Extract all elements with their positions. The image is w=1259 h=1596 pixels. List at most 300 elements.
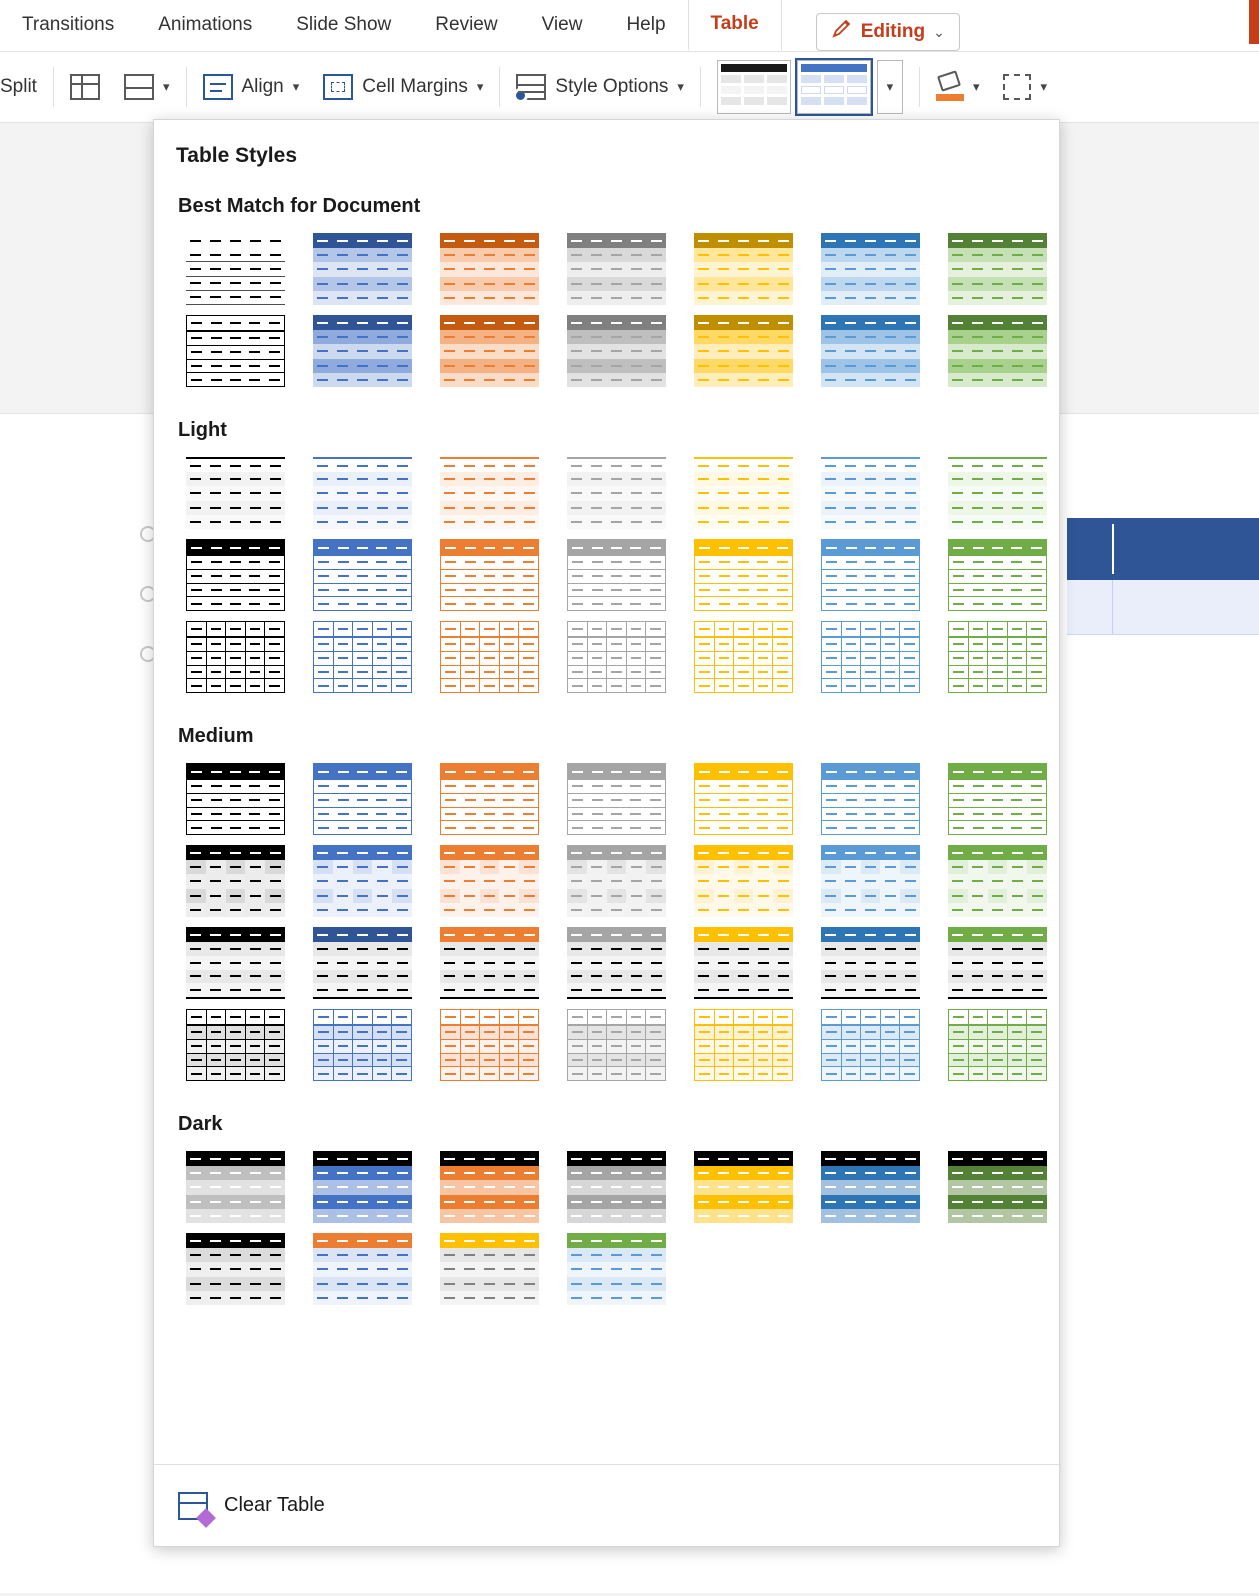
thumb-cell	[626, 983, 646, 997]
table-style-option[interactable]	[426, 1004, 553, 1086]
table-style-thumbnail[interactable]	[694, 763, 793, 835]
table-style-thumbnail[interactable]	[567, 315, 666, 387]
table-style-option[interactable]	[680, 310, 807, 392]
table-style-option[interactable]	[172, 758, 299, 840]
table-style-option[interactable]	[299, 758, 426, 840]
table-style-thumbnail[interactable]	[948, 1009, 1047, 1081]
thumb-cell	[841, 515, 861, 529]
thumb-cell	[821, 845, 841, 860]
table-style-option[interactable]	[426, 922, 553, 1004]
thumb-cell	[333, 942, 353, 956]
thumb-cell	[333, 821, 352, 834]
table-style-thumbnail[interactable]	[694, 539, 793, 611]
thumb-cell	[225, 679, 245, 692]
table-style-thumbnail[interactable]	[440, 1151, 539, 1223]
table-style-thumbnail[interactable]	[567, 1233, 666, 1305]
thumb-cell	[753, 666, 773, 679]
thumb-cell	[968, 556, 987, 569]
table-style-option[interactable]	[680, 228, 807, 310]
clear-table-button[interactable]	[154, 1464, 1059, 1546]
thumb-row	[186, 501, 285, 515]
thumb-cell	[714, 1209, 734, 1223]
thumb-cell	[265, 360, 284, 373]
thumb-cell	[372, 584, 391, 597]
thumb-cell	[607, 262, 627, 276]
thumb-cell	[1007, 845, 1027, 860]
thumb-cell	[626, 515, 646, 529]
table-style-thumbnail[interactable]	[186, 845, 285, 917]
thumb-row	[187, 651, 284, 665]
thumb-cell	[646, 472, 666, 486]
table-styles-gallery[interactable]	[153, 119, 1060, 1547]
table-style-thumbnail[interactable]	[567, 621, 666, 693]
table-style-option[interactable]	[426, 534, 553, 616]
table-style-thumbnail[interactable]	[694, 315, 793, 387]
thumb-cell	[372, 874, 392, 888]
thumb-cell	[313, 1151, 333, 1166]
thumb-cell	[587, 486, 607, 500]
gallery-more-chevron-icon[interactable]: ▾	[877, 60, 903, 114]
table-style-option[interactable]	[807, 840, 934, 922]
tab-animations[interactable]: Animations	[158, 14, 253, 35]
table-style-option[interactable]	[680, 1146, 807, 1228]
table-style-option[interactable]	[299, 1146, 426, 1228]
table-style-option[interactable]	[299, 452, 426, 534]
table-style-thumbnail[interactable]	[694, 233, 793, 305]
table-style-option[interactable]	[299, 310, 426, 392]
table-style-thumbnail[interactable]	[948, 315, 1047, 387]
shading-button[interactable]	[924, 61, 992, 113]
thumb-cell	[372, 1195, 392, 1209]
table-style-thumbnail-dark[interactable]	[717, 60, 791, 114]
tab-slide-show[interactable]: Slide Show	[296, 14, 392, 35]
table-style-thumbnail[interactable]	[440, 457, 539, 529]
table-style-thumbnail[interactable]	[948, 457, 1047, 529]
table-style-thumbnail[interactable]	[440, 845, 539, 917]
table-style-option[interactable]	[553, 534, 680, 616]
thumb-row	[186, 1291, 285, 1305]
thumb-cell	[773, 584, 792, 597]
table-style-thumbnail[interactable]	[186, 315, 285, 387]
table-style-option[interactable]	[426, 1146, 553, 1228]
thumb-body	[187, 779, 284, 834]
table-style-thumbnail[interactable]	[694, 1009, 793, 1081]
thumb-cell	[440, 248, 460, 262]
thumb-cell	[968, 652, 988, 665]
table-style-thumbnail[interactable]	[821, 233, 920, 305]
thumb-cell	[773, 515, 793, 529]
table-style-thumbnail[interactable]	[821, 621, 920, 693]
table-style-option[interactable]	[299, 1228, 426, 1310]
table-style-option[interactable]	[553, 616, 680, 698]
thumb-cell	[206, 373, 225, 386]
table-style-option[interactable]	[299, 534, 426, 616]
tab-table[interactable]: Table	[688, 0, 782, 51]
thumb-cell	[968, 501, 988, 515]
table-style-option[interactable]	[172, 922, 299, 1004]
thumb-header-row	[440, 1233, 539, 1248]
table-style-thumbnail[interactable]	[313, 763, 412, 835]
table-style-thumbnail[interactable]	[186, 1009, 285, 1081]
thumb-cell	[1007, 1054, 1027, 1067]
table-style-option[interactable]	[807, 1004, 934, 1086]
thumb-row	[821, 1180, 920, 1194]
thumb-cell	[1007, 942, 1027, 956]
thumb-cell	[753, 808, 772, 821]
thumb-cell	[1007, 262, 1027, 276]
table-style-thumbnail[interactable]	[567, 539, 666, 611]
table-style-thumbnail[interactable]	[567, 763, 666, 835]
thumb-body	[313, 472, 412, 529]
thumb-header-row	[948, 233, 1047, 248]
thumb-cell	[372, 652, 392, 665]
thumb-cell	[480, 344, 500, 358]
style-options-button[interactable]	[504, 61, 696, 113]
table-style-thumbnail[interactable]	[313, 845, 412, 917]
thumb-cell	[480, 1262, 500, 1276]
gallery-style-row	[154, 1228, 1059, 1310]
table-style-thumbnail[interactable]	[694, 927, 793, 999]
table-style-option[interactable]	[680, 758, 807, 840]
thumb-row	[694, 501, 793, 515]
table-style-thumbnail[interactable]	[567, 457, 666, 529]
table-style-thumbnail[interactable]	[821, 1009, 920, 1081]
table-style-thumbnail[interactable]	[948, 845, 1047, 917]
table-style-thumbnail-blue-selected[interactable]	[797, 60, 871, 114]
table-style-option[interactable]	[553, 758, 680, 840]
thumb-cell	[968, 1151, 988, 1166]
table-style-option[interactable]	[553, 1146, 680, 1228]
thumb-cell	[353, 291, 373, 305]
table-style-thumbnail[interactable]	[567, 233, 666, 305]
thumb-cell	[352, 666, 372, 679]
table-style-thumbnail[interactable]	[567, 845, 666, 917]
table-style-option[interactable]	[172, 1228, 299, 1310]
thumb-cell	[587, 679, 607, 692]
table-style-option[interactable]	[426, 452, 553, 534]
thumb-cell	[626, 889, 646, 903]
table-style-thumbnail[interactable]	[567, 927, 666, 999]
table-style-option[interactable]	[807, 922, 934, 1004]
table-style-option[interactable]	[172, 1146, 299, 1228]
thumb-cell	[988, 248, 1008, 262]
tab-review[interactable]: Review	[435, 14, 498, 35]
thumb-cell	[968, 277, 988, 291]
table-style-option[interactable]	[426, 616, 553, 698]
table-style-thumbnail[interactable]	[567, 1009, 666, 1081]
table-style-thumbnail[interactable]	[694, 845, 793, 917]
table-style-thumbnail[interactable]	[313, 1233, 412, 1305]
table-style-option[interactable]	[680, 1004, 807, 1086]
thumb-cell	[499, 344, 519, 358]
table-style-thumbnail[interactable]	[313, 457, 412, 529]
thumb-cell	[645, 1026, 665, 1039]
thumb-row	[821, 248, 920, 262]
table-style-thumbnail[interactable]	[186, 539, 285, 611]
thumb-cell	[988, 1195, 1008, 1209]
table-style-option[interactable]	[299, 922, 426, 1004]
thumb-cell	[333, 794, 352, 807]
table-style-option[interactable]	[680, 452, 807, 534]
table-style-option[interactable]	[172, 534, 299, 616]
table-style-thumbnail[interactable]	[186, 1151, 285, 1223]
table-style-thumbnail[interactable]	[821, 763, 920, 835]
table-style-thumbnail[interactable]	[313, 315, 412, 387]
table-style-thumbnail[interactable]	[821, 315, 920, 387]
table-style-thumbnail[interactable]	[821, 845, 920, 917]
editing-button[interactable]	[816, 13, 960, 51]
thumb-cell	[313, 248, 333, 262]
table-style-option[interactable]	[934, 1004, 1060, 1086]
thumb-cell	[734, 860, 754, 874]
table-style-thumbnail[interactable]	[313, 233, 412, 305]
merge-cells-button[interactable]	[112, 61, 182, 113]
table-style-thumbnail[interactable]	[313, 621, 412, 693]
table-style-option[interactable]	[807, 228, 934, 310]
thumb-cell	[607, 1291, 627, 1305]
table-style-thumbnail[interactable]	[440, 763, 539, 835]
thumb-header-row	[186, 1233, 285, 1248]
table-style-thumbnail[interactable]	[440, 233, 539, 305]
thumb-cell	[968, 1010, 988, 1024]
table-style-option[interactable]	[426, 228, 553, 310]
thumb-cell	[226, 277, 246, 290]
split-cells-button[interactable]	[0, 61, 49, 113]
thumb-cell	[1007, 597, 1026, 610]
table-style-option[interactable]	[426, 1228, 553, 1310]
thumb-cell	[714, 515, 734, 529]
thumb-body	[186, 1248, 285, 1305]
table-style-thumbnail[interactable]	[186, 763, 285, 835]
table-style-option[interactable]	[299, 228, 426, 310]
thumb-row	[441, 665, 538, 679]
table-style-thumbnail[interactable]	[186, 457, 285, 529]
thumb-cell	[773, 1180, 793, 1194]
thumb-cell	[880, 556, 899, 569]
borders-button[interactable]	[991, 61, 1059, 113]
table-style-option[interactable]	[553, 1228, 680, 1310]
align-button[interactable]	[191, 61, 312, 113]
table-style-option[interactable]	[807, 616, 934, 698]
table-style-option[interactable]	[172, 310, 299, 392]
table-style-thumbnail[interactable]	[821, 1151, 920, 1223]
thumb-cell	[187, 666, 206, 679]
cell-margins-button[interactable]	[311, 61, 495, 113]
thumb-cell	[880, 570, 899, 583]
thumb-cell	[206, 1209, 226, 1223]
table-style-option[interactable]	[934, 758, 1060, 840]
table-style-thumbnail[interactable]	[821, 927, 920, 999]
thumb-cell	[773, 808, 792, 821]
table-style-option[interactable]	[934, 228, 1060, 310]
thumb-cell	[822, 570, 841, 583]
thumb-cell	[480, 874, 500, 888]
thumb-cell	[880, 597, 899, 610]
table-style-option[interactable]	[172, 1004, 299, 1086]
thumb-cell	[841, 927, 861, 942]
table-style-option[interactable]	[934, 922, 1060, 1004]
thumb-cell	[1027, 764, 1046, 779]
table-style-thumbnail[interactable]	[948, 927, 1047, 999]
table-style-option[interactable]	[172, 840, 299, 922]
table-style-thumbnail[interactable]	[186, 927, 285, 999]
table-style-option[interactable]	[807, 310, 934, 392]
thumb-cell	[626, 1026, 646, 1039]
table-style-option[interactable]	[553, 310, 680, 392]
table-style-option[interactable]	[299, 840, 426, 922]
thumb-cell	[313, 970, 333, 984]
table-style-option[interactable]	[553, 1004, 680, 1086]
table-style-thumbnail[interactable]	[313, 1151, 412, 1223]
table-style-option[interactable]	[553, 922, 680, 1004]
thumb-header-row	[440, 315, 539, 330]
thumb-row	[186, 1195, 285, 1209]
cell-margins-icon	[323, 74, 353, 100]
slide-table-object[interactable]	[1067, 518, 1259, 635]
thumb-cell	[265, 459, 285, 472]
thumb-cell	[948, 889, 968, 903]
table-style-option[interactable]	[172, 452, 299, 534]
table-style-option[interactable]	[172, 616, 299, 698]
table-style-option[interactable]	[426, 840, 553, 922]
table-style-option[interactable]	[553, 228, 680, 310]
thumb-cell	[245, 515, 265, 529]
table-style-thumbnail[interactable]	[440, 621, 539, 693]
thumb-cell	[313, 845, 333, 860]
thumb-cell	[480, 330, 500, 344]
thumb-row	[441, 583, 538, 597]
thumb-cell	[313, 330, 333, 344]
thumb-cell	[695, 780, 714, 793]
table-style-thumbnail[interactable]	[313, 927, 412, 999]
table-style-option[interactable]	[426, 758, 553, 840]
thumb-cell	[900, 808, 919, 821]
table-style-thumbnail[interactable]	[948, 539, 1047, 611]
thumb-cell	[225, 1067, 245, 1080]
table-style-option[interactable]	[807, 452, 934, 534]
thumb-row	[695, 678, 792, 692]
thumb-cell	[841, 666, 861, 679]
thumb-cell	[1007, 330, 1027, 344]
thumb-cell	[714, 1195, 734, 1209]
table-style-thumbnail[interactable]	[440, 1009, 539, 1081]
thumb-cell	[587, 1291, 607, 1305]
thumb-row	[313, 472, 412, 486]
thumb-cell	[187, 794, 206, 807]
thumb-cell	[480, 903, 500, 917]
thumb-cell	[587, 373, 607, 387]
thumb-cell	[245, 1262, 265, 1276]
thumb-cell	[333, 1040, 353, 1053]
tab-help[interactable]: Help	[626, 14, 666, 35]
thumb-cell	[988, 821, 1007, 834]
table-style-thumbnail[interactable]	[694, 621, 793, 693]
insert-table-button[interactable]	[58, 61, 112, 113]
table-style-thumbnail[interactable]	[186, 233, 285, 305]
table-style-thumbnail[interactable]	[313, 539, 412, 611]
thumb-cell	[314, 652, 333, 665]
table-style-option[interactable]	[426, 310, 553, 392]
table-style-thumbnail[interactable]	[567, 1151, 666, 1223]
table-style-option[interactable]	[680, 534, 807, 616]
thumb-row	[440, 277, 539, 291]
table-style-option[interactable]	[172, 228, 299, 310]
table-style-option[interactable]	[680, 616, 807, 698]
table-style-option[interactable]	[934, 1146, 1060, 1228]
thumb-cell	[626, 942, 646, 956]
tab-transitions[interactable]: Transitions	[22, 14, 115, 35]
table-style-gallery-preview[interactable]	[705, 61, 915, 113]
thumb-cell	[860, 622, 880, 636]
table-style-thumbnail[interactable]	[313, 1009, 412, 1081]
table-style-thumbnail[interactable]	[948, 1151, 1047, 1223]
thumb-cell	[519, 515, 539, 529]
table-style-thumbnail[interactable]	[948, 233, 1047, 305]
thumb-cell	[353, 472, 373, 486]
thumb-cell	[460, 821, 479, 834]
table-style-option[interactable]	[299, 1004, 426, 1086]
table-style-thumbnail[interactable]	[186, 1233, 285, 1305]
thumb-cell	[948, 983, 968, 997]
table-style-option[interactable]	[680, 922, 807, 1004]
thumb-cell	[352, 1054, 372, 1067]
thumb-cell	[968, 794, 987, 807]
table-style-option[interactable]	[299, 616, 426, 698]
table-style-thumbnail[interactable]	[948, 763, 1047, 835]
table-style-thumbnail[interactable]	[440, 539, 539, 611]
thumb-cell	[821, 233, 841, 248]
thumb-cell	[772, 638, 792, 651]
table-style-option[interactable]	[807, 1146, 934, 1228]
table-style-option[interactable]	[934, 452, 1060, 534]
thumb-cell	[714, 344, 734, 358]
thumb-cell	[1027, 845, 1047, 860]
thumb-cell	[821, 927, 841, 942]
thumb-row	[695, 569, 792, 583]
tab-view[interactable]: View	[541, 14, 583, 35]
table-style-option[interactable]	[553, 840, 680, 922]
table-style-thumbnail[interactable]	[440, 1233, 539, 1305]
table-style-option[interactable]	[934, 534, 1060, 616]
table-style-thumbnail[interactable]	[694, 457, 793, 529]
table-style-thumbnail[interactable]	[440, 315, 539, 387]
table-style-thumbnail[interactable]	[948, 621, 1047, 693]
thumb-cell	[499, 1195, 519, 1209]
thumb-cell	[313, 1291, 333, 1305]
table-style-thumbnail[interactable]	[694, 1151, 793, 1223]
table-style-option[interactable]	[807, 534, 934, 616]
table-style-thumbnail[interactable]	[440, 927, 539, 999]
table-style-option[interactable]	[934, 310, 1060, 392]
thumb-cell	[694, 233, 714, 248]
thumb-header-row	[948, 927, 1047, 942]
thumb-cell	[460, 970, 480, 984]
thumb-row	[187, 779, 284, 793]
table-style-thumbnail[interactable]	[821, 539, 920, 611]
table-style-option[interactable]	[934, 840, 1060, 922]
thumb-cell	[822, 584, 841, 597]
table-style-thumbnail[interactable]	[186, 621, 285, 693]
table-style-thumbnail[interactable]	[821, 457, 920, 529]
thumb-cell	[392, 927, 412, 942]
table-style-option[interactable]	[680, 840, 807, 922]
thumb-cell	[333, 501, 353, 515]
table-style-option[interactable]	[934, 616, 1060, 698]
thumb-cell	[772, 622, 792, 636]
thumb-cell	[226, 501, 246, 515]
table-style-option[interactable]	[553, 452, 680, 534]
table-style-option[interactable]	[807, 758, 934, 840]
